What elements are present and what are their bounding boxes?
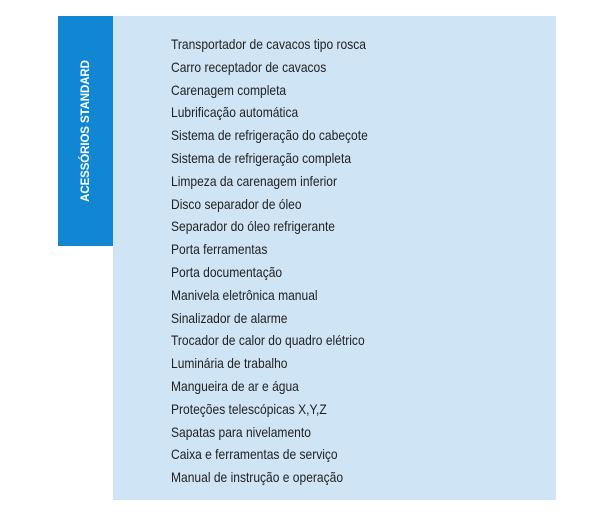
accessories-list: [171, 33, 400, 489]
section-tab: [58, 16, 113, 246]
list-item: Separador do óleo refrigerante: [171, 218, 335, 235]
list-item: Trocador de calor do quadro elétrico: [171, 332, 365, 349]
section-title: ACESSÓRIOS STANDARD: [79, 60, 92, 202]
list-item: Disco separador de óleo: [171, 195, 302, 212]
list-item: Manual de instrução e operação: [171, 469, 344, 486]
list-item: Sistema de refrigeração do cabeçote: [171, 127, 368, 144]
list-item: Transportador de cavacos tipo rosca: [171, 36, 366, 52]
list-item: Limpeza da carenagem inferior: [171, 172, 337, 189]
list-item: Manivela eletrônica manual: [171, 286, 318, 303]
list-item: Caixa e ferramentas de serviço: [171, 446, 338, 463]
list-item: Mangueira de ar e água: [171, 377, 299, 394]
list-item: Porta ferramentas: [171, 241, 268, 258]
list-item: Luminária de trabalho: [171, 355, 288, 372]
list-item: Porta documentação: [171, 263, 283, 280]
list-item: Lubrificação automática: [171, 104, 299, 121]
list-item: Sapatas para nivelamento: [171, 423, 311, 440]
list-item: Sinalizador de alarme: [171, 309, 288, 326]
list-item: Carro receptador de cavacos: [171, 58, 327, 75]
list-item: Proteções telescópicas X,Y,Z: [171, 400, 327, 417]
list-item: Carenagem completa: [171, 81, 287, 98]
list-item: Sistema de refrigeração completa: [171, 149, 352, 166]
